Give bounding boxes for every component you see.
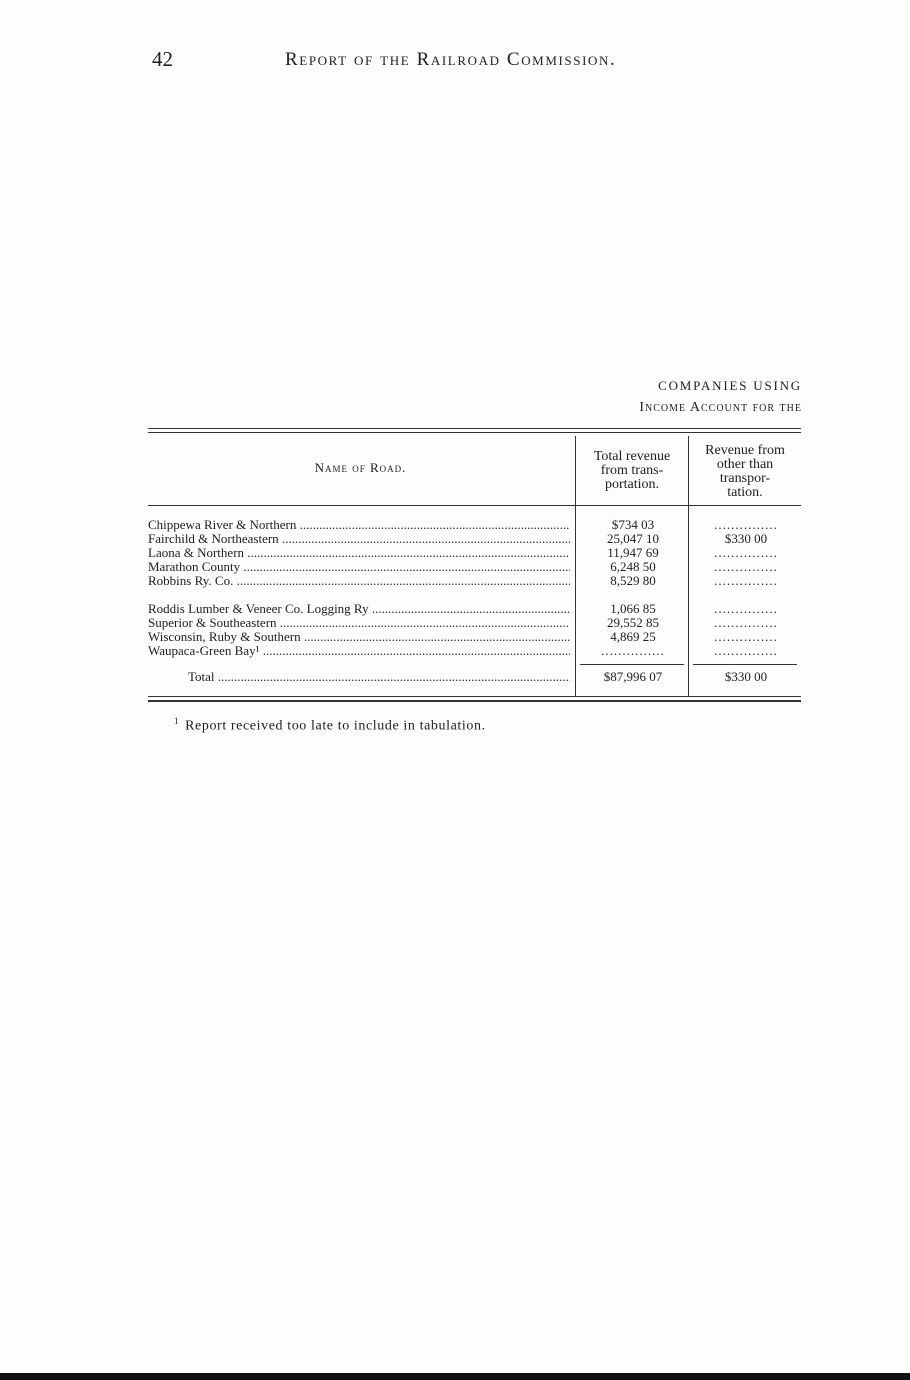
table-row [148, 532, 801, 546]
page-bottom-edge [0, 1373, 910, 1380]
road-name: Wisconsin, Ruby & Southern ..... [148, 630, 570, 644]
total-revenue-value: 25,047 10 [607, 532, 659, 546]
total-revenue-value: 8,529 80 [610, 574, 656, 588]
total-revenue-value: 4,869 25 [610, 630, 656, 644]
table-caption-line-2: Income Account for the [639, 400, 802, 415]
road-name: Marathon County ..... [148, 560, 570, 574]
other-revenue-value: $330 00 [724, 532, 768, 546]
road-name: Robbins Ry. Co. ..... [148, 574, 570, 588]
other-revenue-value: ............... [714, 518, 778, 532]
page-number: 42 [152, 47, 173, 71]
table-caption-line-1: COMPANIES USING [658, 378, 802, 393]
table-row [148, 644, 801, 658]
road-name: Fairchild & Northeastern ..... [148, 532, 570, 546]
total-revenue-value: ............... [601, 644, 665, 658]
bottom-rule [148, 696, 801, 697]
total-label: Total ..... [188, 670, 570, 684]
name-of-road-header: Name of Road. [314, 460, 407, 475]
total-revenue-header [576, 450, 688, 492]
other-revenue-value: ............... [714, 574, 778, 588]
table-row [148, 574, 801, 588]
table-row [148, 546, 801, 560]
total-revenue-value: $734 03 [611, 518, 655, 532]
road-name: Superior & Southeastern ..... [148, 616, 570, 630]
table-row [148, 602, 801, 616]
total-row [148, 670, 801, 684]
other-revenue-header [689, 444, 801, 500]
total-revenue-value: 11,947 69 [607, 546, 659, 560]
other-revenue-value: ............... [714, 546, 778, 560]
total-revenue-value: 1,066 85 [610, 602, 656, 616]
road-name: Chippewa River & Northern ..... [148, 518, 570, 532]
table-row [148, 616, 801, 630]
total-revenue-header-line-3: portation. [604, 477, 660, 492]
other-revenue-sum: $330 00 [724, 670, 768, 684]
bottom-rule-2 [148, 700, 801, 702]
footnote-text: Report received too late to include in tabulation. [185, 718, 486, 734]
footnote [174, 716, 486, 735]
table-row [148, 560, 801, 574]
other-revenue-header-line-3: transpor- [719, 471, 771, 486]
other-revenue-value: ............... [714, 602, 778, 616]
total-revenue-value: 29,552 85 [607, 616, 659, 630]
total-revenue-header-line-2: from trans- [600, 463, 664, 478]
footnote-marker: 1 [174, 716, 180, 726]
subtotal-rule-2 [693, 664, 797, 665]
other-revenue-value: ............... [714, 560, 778, 574]
running-head: Report of the Railroad Commission. [285, 49, 617, 70]
table-row [148, 630, 801, 644]
road-name: Laona & Northern ..... [148, 546, 570, 560]
header-rule [148, 505, 801, 506]
road-name: Roddis Lumber & Veneer Co. Logging Ry ..... [148, 602, 570, 616]
total-revenue-header-line-1: Total revenue [593, 449, 671, 464]
total-revenue-value: 6,248 50 [610, 560, 656, 574]
other-revenue-value: ............... [714, 630, 778, 644]
other-revenue-value: ............... [714, 644, 778, 658]
total-revenue-sum: $87,996 07 [603, 670, 663, 684]
other-revenue-header-line-1: Revenue from [705, 443, 785, 458]
subtotal-rule-1 [580, 664, 684, 665]
table-row [148, 518, 801, 532]
other-revenue-header-line-4: tation. [727, 485, 763, 500]
road-name: Waupaca-Green Bay¹ ..... [148, 644, 570, 658]
other-revenue-value: ............... [714, 616, 778, 630]
other-revenue-header-line-2: other than [716, 457, 774, 472]
top-rule [148, 428, 801, 429]
top-rule-2 [148, 432, 801, 433]
